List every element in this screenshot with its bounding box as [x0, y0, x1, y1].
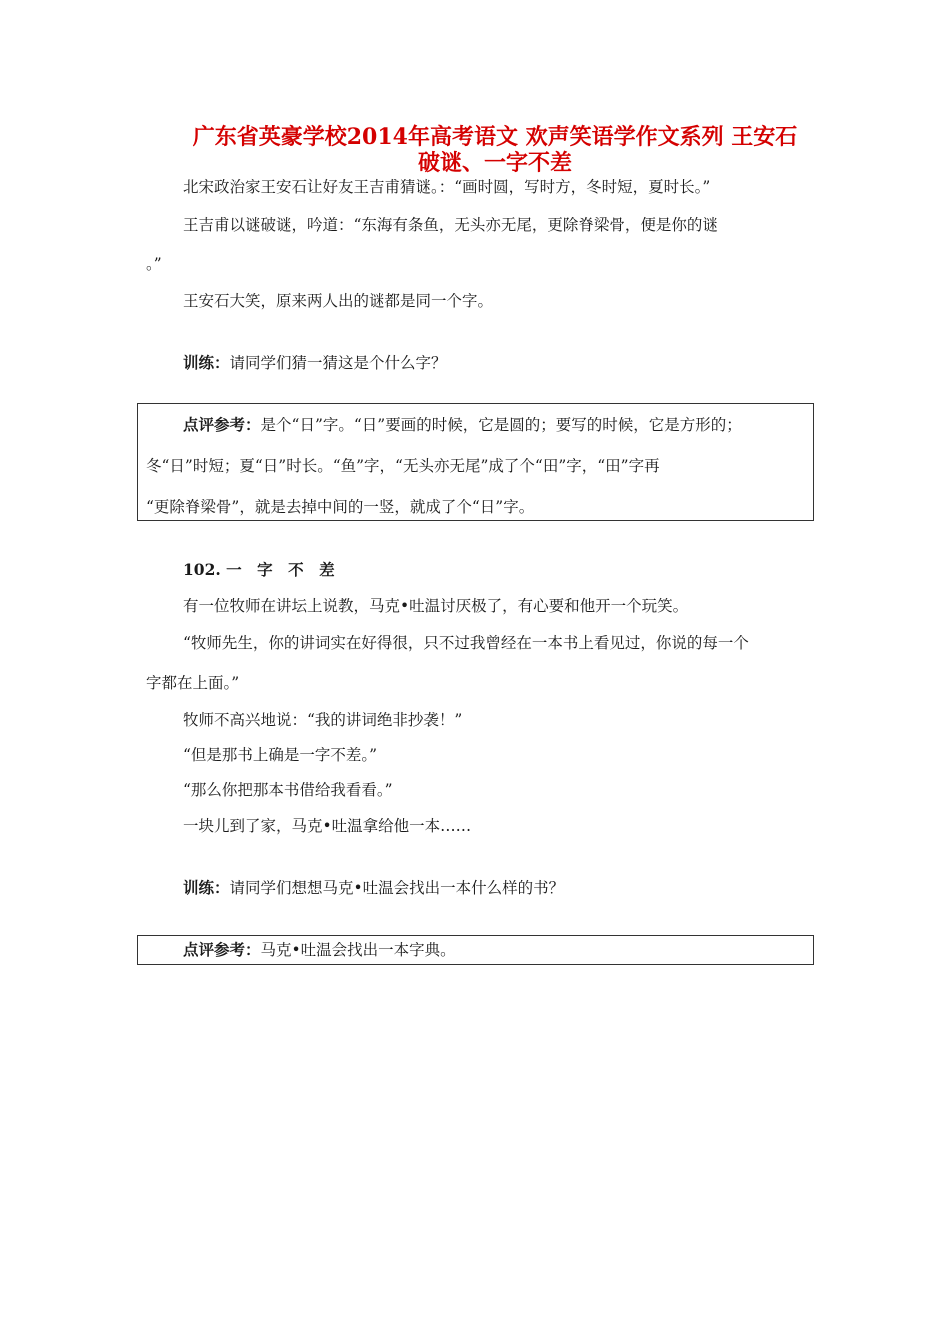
paragraph-riddle-conclusion: 王安石大笑，原来两人出的谜都是同一个字。: [183, 292, 494, 310]
document-title-line-1: 广东省英豪学校2014年高考语文 欢声笑语学作文系列 王安石: [192, 124, 798, 150]
paragraph-riddle-answer-line-2: 。”: [146, 255, 162, 273]
comment-label: 点评参考：: [183, 940, 261, 959]
paragraph-story-intro: 有一位牧师在讲坛上说教，马克•吐温讨厌极了，有心要和他开一个玩笑。: [183, 597, 689, 615]
comment-text: 是个“日”字。“日”要画的时候，它是圆的；要写的时候，它是方形的；: [260, 416, 742, 434]
paragraph-quote-line-2: 字都在上面。”: [146, 674, 240, 692]
paragraph-riddle-intro: 北宋政治家王安石让好友王吉甫猜谜。：“画时圆，写时方，冬时短，夏时长。”: [183, 178, 711, 196]
paragraph-quote-line-1: “牧师先生，你的讲词实在好得很，只不过我曾经在一本书上看见过，你说的每一个: [183, 634, 749, 652]
comment-label: 点评参考：: [183, 415, 261, 434]
training-question-1: [183, 353, 447, 373]
training-label: 训练：: [183, 878, 230, 897]
comment-line-3: “更除脊梁骨”，就是去掉中间的一竖，就成了个“日”字。: [146, 498, 535, 516]
training-text: 请同学们猜一猜这是个什么字？: [229, 354, 447, 372]
comment-line-2: 冬“日”时短；夏“日”时长。“鱼”字，“无头亦无尾”成了个“田”字，“田”字再: [146, 457, 660, 475]
document-title-line-2: 破谜、一字不差: [417, 150, 572, 176]
training-label: 训练：: [183, 353, 230, 372]
paragraph-twain-reply: “但是那书上确是一字不差。”: [183, 746, 378, 764]
comment-line-1: [183, 415, 742, 435]
comment-text: 马克•吐温会找出一本字典。: [260, 941, 456, 959]
comment-line: [183, 940, 456, 960]
paragraph-riddle-answer-line-1: 王吉甫以谜破谜，吟道：“东海有条鱼，无头亦无尾，更除脊梁骨，便是你的谜: [183, 216, 718, 234]
training-text: 请同学们想想马克•吐温会找出一本什么样的书？: [229, 879, 565, 897]
paragraph-story-ending: 一块儿到了家，马克•吐温拿给他一本……: [183, 817, 472, 835]
paragraph-pastor-reply: 牧师不高兴地说：“我的讲词绝非抄袭！”: [183, 711, 463, 729]
section-heading: 102. 一 字 不 差: [183, 560, 335, 579]
paragraph-pastor-request: “那么你把那本书借给我看看。”: [183, 781, 393, 799]
training-question-2: [183, 878, 564, 898]
